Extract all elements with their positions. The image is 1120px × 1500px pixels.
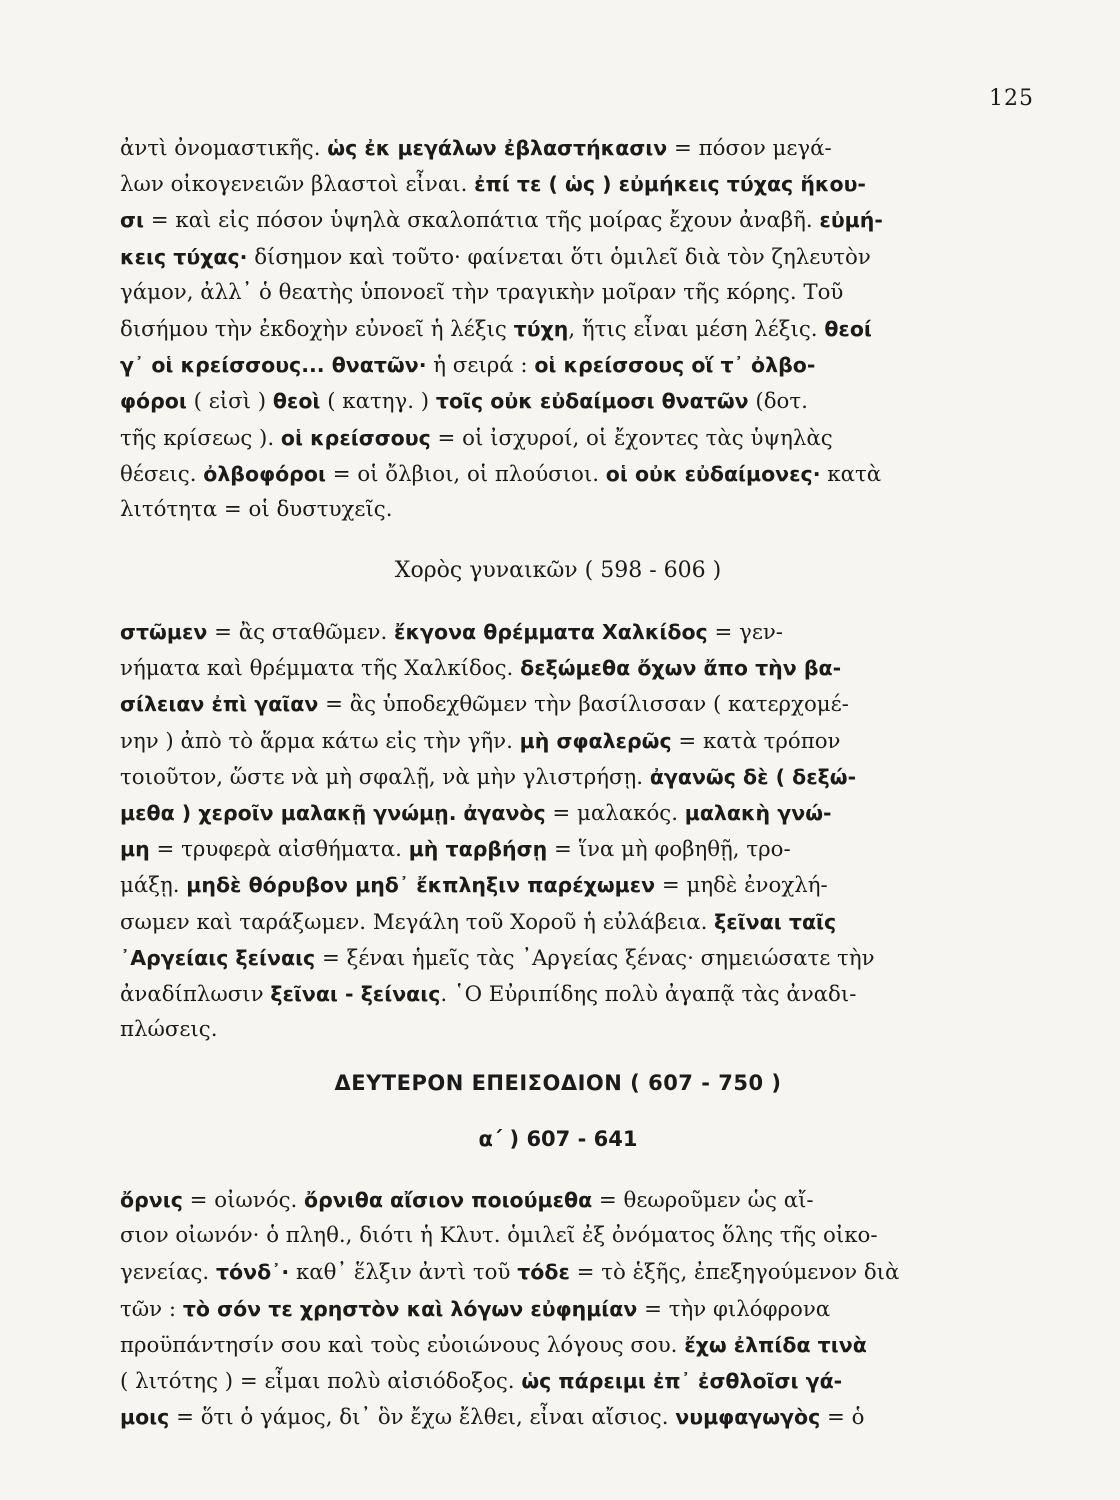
lemma-text: μεθα ) χεροῖν μαλακῇ γνώμῃ. [120,800,457,825]
subsection-heading: α΄ ) 607 - 641 [478,1127,638,1151]
lemma-text: εὐμή- [819,208,883,233]
gloss-text: νήματα καὶ θρέμματα τῆς Χαλκίδος. [120,656,521,682]
gloss-text: προϋπάντησίν σου καὶ τοὺς εὐοιώνους λόγους σου. [120,1332,685,1358]
gloss-text: (δοτ. [748,389,808,415]
gloss-text: = οἱ ἰσχυροί, οἱ ἔχοντες τὰς ὑψηλὰς [430,425,833,451]
lemma-text: τὸ σόν τε χρηστὸν καὶ λόγων εὐφημίαν [182,1296,638,1321]
lemma-text: φόροι [120,389,187,414]
gloss-text: σιον οἰωνόν· ὁ πληθ., διότι ἡ Κλυτ. ὁμιλεῖ ἐξ ὀνόματος ὅλης τῆς οἰκο- [120,1223,878,1249]
gloss-text: = ἵνα μὴ φοβηθῇ, τρο- [547,837,791,863]
lemma-text: οἱ κρείσσους οἵ τ᾽ ὀλβο- [534,353,816,378]
gloss-text: ἀντὶ ὀνομαστικῆς. [120,136,328,161]
gloss-text: = ἂς σταθῶμεν. [207,620,395,645]
lemma-text: τόδε [517,1260,570,1285]
lemma-text: μοις [120,1405,170,1430]
gloss-text: λων οἰκογενειῶν βλαστοὶ εἶναι. [120,172,475,198]
gloss-text: ἀναδίπλωσιν [120,981,271,1007]
gloss-text: = πόσον μεγά- [667,136,832,161]
gloss-text: = τὴν φιλόφρονα [637,1296,831,1322]
gloss-text: ( εἰσὶ ) [186,389,273,415]
text-line [120,1012,996,1048]
text-line [120,1327,996,1363]
text-line [120,940,996,976]
lemma-text: ὀλβοφόροι [203,461,326,486]
lemma-text: μη [120,837,150,862]
lemma-text: σίλειαν ἐπὶ γαῖαν [120,692,319,717]
text-line [120,795,996,831]
gloss-text: τῆς κρίσεως ). [120,425,281,451]
gloss-text: = ἂς ὑποδεχθῶμεν τὴν βασίλισσαν ( κατερχομέ- [318,692,849,718]
gloss-text: θέσεις. [120,461,204,487]
lemma-text: τύχη [513,316,569,341]
commentary-block-1 [120,130,996,528]
gloss-text: ( λιτότης ) = εἶμαι πολὺ αἰσιόδοξος. [120,1368,522,1394]
text-line [120,492,996,528]
gloss-text: δίσημον καὶ τοῦτο· φαίνεται ὅτι ὁμιλεῖ διὰ τὸν ζηλευτὸν [247,244,871,270]
gloss-text: = τὸ ἑξῆς, ἐπεξηγούμενον διὰ [569,1260,900,1286]
gloss-text: = θεωροῦμεν ὡς αἴ- [592,1188,814,1213]
gloss-text: , ἥτις εἶναι μέση λέξις. [568,316,825,342]
lemma-text: ἐπί τε ( ὡς ) εὐμήκεις τύχας ἥκου- [474,172,866,197]
page-number: 125 [989,86,1034,111]
lemma-text: ὡς ἐκ μεγάλων ἐβλαστήκασιν [327,136,668,160]
text-line [120,1218,996,1254]
gloss-text: δισήμου τὴν ἐκδοχὴν εὐνοεῖ ἡ λέξις [120,316,514,342]
text-line [120,867,996,903]
gloss-text: = μηδὲ ἐνοχλή- [655,873,828,899]
gloss-text: τοιοῦτον, ὥστε νὰ μὴ σφαλῇ, νὰ μὴν γλιστρήσῃ. [120,764,650,790]
text-line [120,1291,996,1327]
text-line [120,239,996,275]
text-line [120,723,996,759]
text-line [120,202,996,238]
lemma-text: μαλακὴ γνώ- [684,800,832,825]
lemma-text: ᾽Αργείαις ξείναις [120,945,316,970]
text-line [120,130,996,166]
text-line [120,686,996,722]
text-line [120,976,996,1012]
lemma-text: οἱ οὐκ εὐδαίμονες· [605,461,821,486]
lemma-text: τόνδ᾽· [215,1260,290,1285]
lemma-text: ξεῖναι ταῖς [714,909,837,934]
text-line [120,347,996,383]
gloss-text: = ὁ [820,1405,865,1431]
gloss-text: κατὰ [820,461,882,487]
gloss-text: = καὶ εἰς πόσον ὑψηλὰ σκαλοπάτια τῆς μοίρας ἔχουν ἀναβῆ. [143,208,820,234]
lemma-text: τοῖς οὐκ εὐδαίμοσι θνατῶν [435,389,749,414]
gloss-text: σωμεν καὶ ταράξωμεν. Μεγάλη τοῦ Χοροῦ ἡ εὐλάβεια. [120,909,715,935]
lemma-text: ὄρνιθα αἴσιον ποιούμεθα [304,1188,593,1212]
gloss-text: = ὅτι ὁ γάμος, δι᾽ ὃν ἔχω ἔλθει, εἶναι αἴσιος. [169,1405,676,1431]
lemma-text: ὄρνις [120,1188,183,1212]
lemma-text: ἔχω ἐλπίδα τινὰ [684,1332,867,1357]
text-line [120,904,996,940]
lemma-text: ἔκγονα θρέμματα Χαλκίδος [394,620,708,644]
text-line [120,1399,996,1435]
lemma-text: γ᾽ οἱ κρείσσους... θνατῶν· [120,353,427,378]
lemma-text: θεοὶ [272,389,321,414]
lemma-text: ἀγανὸς [463,800,546,825]
gloss-text: γενείας. [120,1260,216,1286]
text-line [120,166,996,202]
gloss-text: γάμον, ἀλλ᾽ ὁ θεατὴς ὑπονοεῖ τὴν τραγικὴν μοῖραν τῆς κόρης. Τοῦ [120,279,844,305]
text-line [120,311,996,347]
section-heading-chorus: Χορὸς γυναικῶν ( 598 - 606 ) [394,558,722,583]
lemma-text: ἀγανῶς δὲ ( δεξώ- [649,764,857,789]
text-line [120,383,996,419]
gloss-text: = οἱ ὄλβιοι, οἱ πλούσιοι. [325,461,606,487]
lemma-text: ὡς πάρειμι ἐπ᾽ ἐσθλοῖσι γά- [521,1368,843,1393]
gloss-text: νην ) ἀπὸ τὸ ἅρμα κάτω εἰς τὴν γῆν. [120,728,520,754]
text-line [120,420,996,456]
gloss-text: = οἰωνός. [182,1188,305,1213]
text-line [120,275,996,311]
commentary-block-3 [120,1182,996,1435]
gloss-text: = τρυφερὰ αἰσθήματα. [149,837,409,863]
lemma-text: κεις τύχας· [120,244,248,269]
gloss-text: μάξῃ. [120,873,187,899]
text-line [120,1254,996,1290]
text-line [120,759,996,795]
lemma-text: στῶμεν [120,620,208,644]
section-heading-episode: ΔΕΥΤΕΡΟΝ ΕΠΕΙΣΟΔΙΟΝ ( 607 - 750 ) [334,1071,782,1095]
text-line [120,831,996,867]
gloss-text: = γεν- [707,620,784,645]
gloss-text: πλώσεις. [120,1017,218,1043]
text-line [120,614,996,650]
gloss-text: = μαλακός. [545,800,685,826]
commentary-block-2 [120,614,996,1048]
lemma-text: δεξώμεθα ὄχων ἄπο τὴν βα- [520,656,842,681]
lemma-text: θεοί [824,316,872,341]
gloss-text: καθ᾽ ἕλξιν ἀντὶ τοῦ [289,1260,518,1286]
gloss-text: λιτότητα = οἱ δυστυχεῖς. [120,496,393,522]
lemma-text: μὴ σφαλερῶς [519,728,672,753]
lemma-text: ξεῖναι - ξείναις [270,981,441,1006]
text-line [120,1182,996,1218]
gloss-text: ἡ σειρά : [426,353,535,379]
gloss-text: τῶν : [120,1296,183,1322]
text-line [120,1363,996,1399]
lemma-text: οἱ κρείσσους [280,425,431,450]
text-line [120,456,996,492]
gloss-text: . ῾Ο Εὐριπίδης πολὺ ἀγαπᾷ τὰς ἀναδι- [440,981,857,1007]
lemma-text: νυμφαγωγὸς [675,1405,821,1430]
gloss-text: = ξέναι ἡμεῖς τὰς ᾽Αργείας ξένας· σημειώσατε τὴν [315,945,875,971]
gloss-text: ( κατηγ. ) [320,389,436,415]
lemma-text: σι [120,208,144,233]
gloss-text: = κατὰ τρόπον [671,728,841,754]
text-line [120,650,996,686]
lemma-text: μηδὲ θόρυβον μηδ᾽ ἔκπληξιν παρέχωμεν [186,873,656,898]
lemma-text: μὴ ταρβήσῃ [408,837,548,862]
